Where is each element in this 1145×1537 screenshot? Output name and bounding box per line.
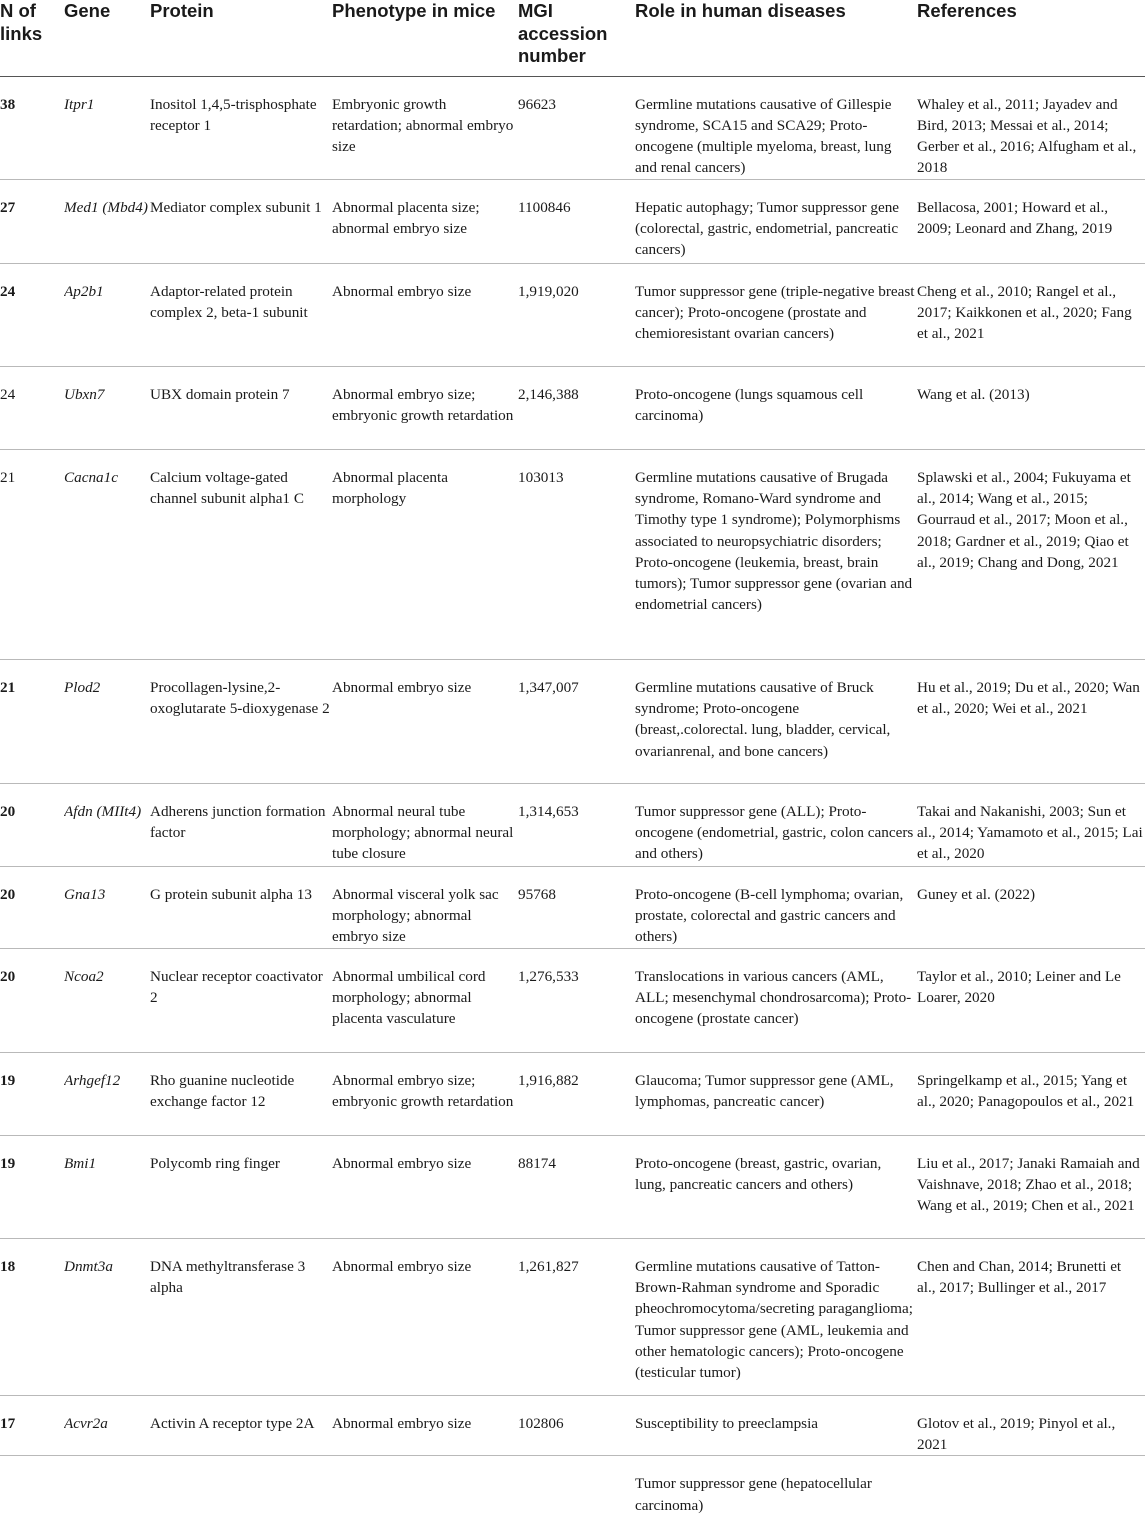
phenotype-cell: Abnormal embryo size — [332, 1135, 518, 1238]
links-cell: 19 — [0, 1135, 64, 1238]
table-body — [0, 76, 1145, 1526]
mgi-cell: 1,347,007 — [518, 659, 635, 783]
links-cell: 21 — [0, 659, 64, 783]
mgi-cell: 1100846 — [518, 179, 635, 263]
phenotype-cell: Abnormal umbilical cord morphology; abnormal placenta vasculature — [332, 948, 518, 1052]
gene-cell: Arhgef12 — [64, 1052, 150, 1135]
table-row — [0, 1238, 1145, 1395]
gene-cell: Gna13 — [64, 866, 150, 948]
role-cell: Germline mutations causative of Bruck syndrome; Proto-oncogene (breast,.colorectal. lung, bladder, cervical, ovarianrenal, and bone cancers) — [635, 659, 917, 783]
phenotype-cell: Abnormal embryo size — [332, 659, 518, 783]
protein-cell: Nuclear receptor coactivator 2 — [150, 948, 332, 1052]
mgi-cell: 88174 — [518, 1135, 635, 1238]
protein-cell: Calcium voltage-gated channel subunit alpha1 C — [150, 449, 332, 659]
protein-cell — [150, 1456, 332, 1526]
role-cell: Germline mutations causative of Gillespie syndrome, SCA15 and SCA29; Proto-oncogene (multiple myeloma, breast, lung and renal cancers) — [635, 76, 917, 179]
role-cell: Proto-oncogene (breast, gastric, ovarian, lung, pancreatic cancers and others) — [635, 1135, 917, 1238]
mgi-cell: 1,916,882 — [518, 1052, 635, 1135]
table-row — [0, 1456, 1145, 1526]
protein-cell: Adaptor-related protein complex 2, beta-1 subunit — [150, 263, 332, 366]
role-cell: Tumor suppressor gene (hepatocellular carcinoma) — [635, 1475, 872, 1514]
gene-cell: Plod2 — [64, 659, 150, 783]
gene-cell: Bmi1 — [64, 1135, 150, 1238]
protein-cell: Mediator complex subunit 1 — [150, 179, 332, 263]
phenotype-cell: Abnormal embryo size — [332, 1238, 518, 1395]
references-cell: Splawski et al., 2004; Fukuyama et al., 2014; Wang et al., 2015; Gourraud et al., 2017; Moon et al., 2018; Gardner et al., 2019; Qiao et al., 2019; Chang and Dong, 2021 — [917, 449, 1145, 659]
references-cell: Glotov et al., 2019; Pinyol et al., 2021 — [917, 1395, 1145, 1456]
mgi-cell: 103013 — [518, 449, 635, 659]
table-row — [0, 866, 1145, 948]
links-cell: 24 — [0, 366, 64, 449]
links-cell: 20 — [0, 866, 64, 948]
role-cell: Germline mutations causative of Brugada syndrome, Romano-Ward syndrome and Timothy type 1 syndrome); Polymorphisms associated to neuropsychiatric disorders; Proto-oncogene (leukemia, breast, brain tumors); Tumor suppressor gene (ovarian and endometrial cancers) — [635, 449, 917, 659]
protein-cell: Adherens junction formation factor — [150, 783, 332, 866]
role-cell: Hepatic autophagy; Tumor suppressor gene (colorectal, gastric, endometrial, pancreatic cancers) — [635, 179, 917, 263]
references-cell: Cheng et al., 2010; Rangel et al., 2017; Kaikkonen et al., 2020; Fang et al., 2021 — [917, 263, 1145, 366]
table-row — [0, 948, 1145, 1052]
table-row — [0, 783, 1145, 866]
header-mgi: MGI accession number — [518, 0, 635, 76]
table-row — [0, 449, 1145, 659]
table-row — [0, 76, 1145, 179]
table-row — [0, 263, 1145, 366]
mgi-cell: 1,314,653 — [518, 783, 635, 866]
phenotype-cell: Abnormal visceral yolk sac morphology; abnormal embryo size — [332, 866, 518, 948]
gene-cell: Dnmt3a — [64, 1238, 150, 1395]
references-cell: Bellacosa, 2001; Howard et al., 2009; Leonard and Zhang, 2019 — [917, 179, 1145, 263]
protein-cell: UBX domain protein 7 — [150, 366, 332, 449]
phenotype-cell: Abnormal embryo size; embryonic growth retardation — [332, 366, 518, 449]
links-cell: 21 — [0, 449, 64, 659]
phenotype-cell: Embryonic growth retardation; abnormal embryo size — [332, 76, 518, 179]
phenotype-cell: Abnormal placenta morphology — [332, 449, 518, 659]
gene-cell: Cacna1c — [64, 449, 150, 659]
links-cell: 20 — [0, 783, 64, 866]
role-cell: Susceptibility to preeclampsia — [635, 1395, 917, 1456]
protein-cell: Procollagen-lysine,2-oxoglutarate 5-dioxygenase 2 — [150, 659, 332, 783]
header-links: N of links — [0, 0, 64, 76]
table-header — [0, 0, 1145, 76]
links-cell: 24 — [0, 263, 64, 366]
mgi-cell: 1,276,533 — [518, 948, 635, 1052]
table-row — [0, 1052, 1145, 1135]
links-cell: 19 — [0, 1052, 64, 1135]
header-references: References — [917, 0, 1145, 76]
role-cell: Translocations in various cancers (AML, ALL; mesenchymal chondrosarcoma); Proto-oncogene (prostate cancer) — [635, 948, 917, 1052]
references-cell: Hu et al., 2019; Du et al., 2020; Wan et al., 2020; Wei et al., 2021 — [917, 659, 1145, 783]
role-cell: Tumor suppressor gene (triple-negative breast cancer); Proto-oncogene (prostate and chemioresistant ovarian cancers) — [635, 263, 917, 366]
role-cell: Tumor suppressor gene (ALL); Proto-oncogene (endometrial, gastric, colon cancers and others) — [635, 783, 917, 866]
phenotype-cell: Abnormal embryo size — [332, 263, 518, 366]
references-cell: Whaley et al., 2011; Jayadev and Bird, 2013; Messai et al., 2014; Gerber et al., 2016; Alfugham et al., 2018 — [917, 76, 1145, 179]
header-protein: Protein — [150, 0, 332, 76]
table-row — [0, 1395, 1145, 1456]
links-cell: 20 — [0, 948, 64, 1052]
references-cell: Guney et al. (2022) — [917, 866, 1145, 948]
protein-cell: Rho guanine nucleotide exchange factor 12 — [150, 1052, 332, 1135]
header-row — [0, 0, 1145, 76]
gene-cell: Acvr2a — [64, 1395, 150, 1456]
mgi-cell: 1,919,020 — [518, 263, 635, 366]
references-cell: Takai and Nakanishi, 2003; Sun et al., 2014; Yamamoto et al., 2015; Lai et al., 2020 — [917, 783, 1145, 866]
table-row — [0, 659, 1145, 783]
gene-cell — [64, 1456, 150, 1526]
header-role: Role in human diseases — [635, 0, 917, 76]
links-cell — [0, 1456, 64, 1526]
protein-cell: DNA methyltransferase 3 alpha — [150, 1238, 332, 1395]
links-cell: 17 — [0, 1395, 64, 1456]
phenotype-cell: Abnormal neural tube morphology; abnormal neural tube closure — [332, 783, 518, 866]
references-cell: Wang et al. (2013) — [917, 366, 1145, 449]
table-row — [0, 179, 1145, 263]
references-cell: Springelkamp et al., 2015; Yang et al., 2020; Panagopoulos et al., 2021 — [917, 1052, 1145, 1135]
references-cell: Taylor et al., 2010; Leiner and Le Loarer, 2020 — [917, 948, 1145, 1052]
gene-cell: Itpr1 — [64, 76, 150, 179]
gene-cell: Ubxn7 — [64, 366, 150, 449]
protein-cell: Inositol 1,4,5-trisphosphate receptor 1 — [150, 76, 332, 179]
mgi-cell: 102806 — [518, 1395, 635, 1456]
table-row — [0, 1135, 1145, 1238]
table-row — [0, 366, 1145, 449]
protein-cell: G protein subunit alpha 13 — [150, 866, 332, 948]
mgi-cell: 96623 — [518, 76, 635, 179]
mgi-cell: 95768 — [518, 866, 635, 948]
role-cell: Proto-oncogene (B-cell lymphoma; ovarian, prostate, colorectal and gastric cancers and others) — [635, 866, 917, 948]
role-cell: Germline mutations causative of Tatton-Brown-Rahman syndrome and Sporadic pheochromocytoma/secreting paraganglioma; Tumor suppressor gene (AML, leukemia and other hematologic cancers); Proto-oncogene (testicular tumor) — [635, 1238, 917, 1395]
protein-cell: Activin A receptor type 2A — [150, 1395, 332, 1456]
protein-cell: Polycomb ring finger — [150, 1135, 332, 1238]
mgi-cell: 2,146,388 — [518, 366, 635, 449]
references-cell: Chen and Chan, 2014; Brunetti et al., 2017; Bullinger et al., 2017 — [917, 1238, 1145, 1395]
gene-cell: Ap2b1 — [64, 263, 150, 366]
gene-cell: Ncoa2 — [64, 948, 150, 1052]
references-cell: Liu et al., 2017; Janaki Ramaiah and Vaishnave, 2018; Zhao et al., 2018; Wang et al., 2019; Chen et al., 2021 — [917, 1135, 1145, 1238]
mgi-cell — [518, 1456, 635, 1526]
links-cell: 27 — [0, 179, 64, 263]
header-gene: Gene — [64, 0, 150, 76]
links-cell: 38 — [0, 76, 64, 179]
mgi-cell: 1,261,827 — [518, 1238, 635, 1395]
phenotype-cell: Abnormal placenta size; abnormal embryo size — [332, 179, 518, 263]
references-cell — [917, 1456, 1145, 1526]
gene-cell: Afdn (MIIt4) — [64, 783, 150, 866]
role-cell: Glaucoma; Tumor suppressor gene (AML, lymphomas, pancreatic cancer) — [635, 1052, 917, 1135]
header-phenotype: Phenotype in mice — [332, 0, 518, 76]
links-cell: 18 — [0, 1238, 64, 1395]
phenotype-cell: Abnormal embryo size — [332, 1395, 518, 1456]
role-cell: Proto-oncogene (lungs squamous cell carcinoma) — [635, 366, 917, 449]
phenotype-cell — [332, 1456, 518, 1526]
gene-cell: Med1 (Mbd4) — [64, 179, 150, 263]
phenotype-cell: Abnormal embryo size; embryonic growth retardation — [332, 1052, 518, 1135]
